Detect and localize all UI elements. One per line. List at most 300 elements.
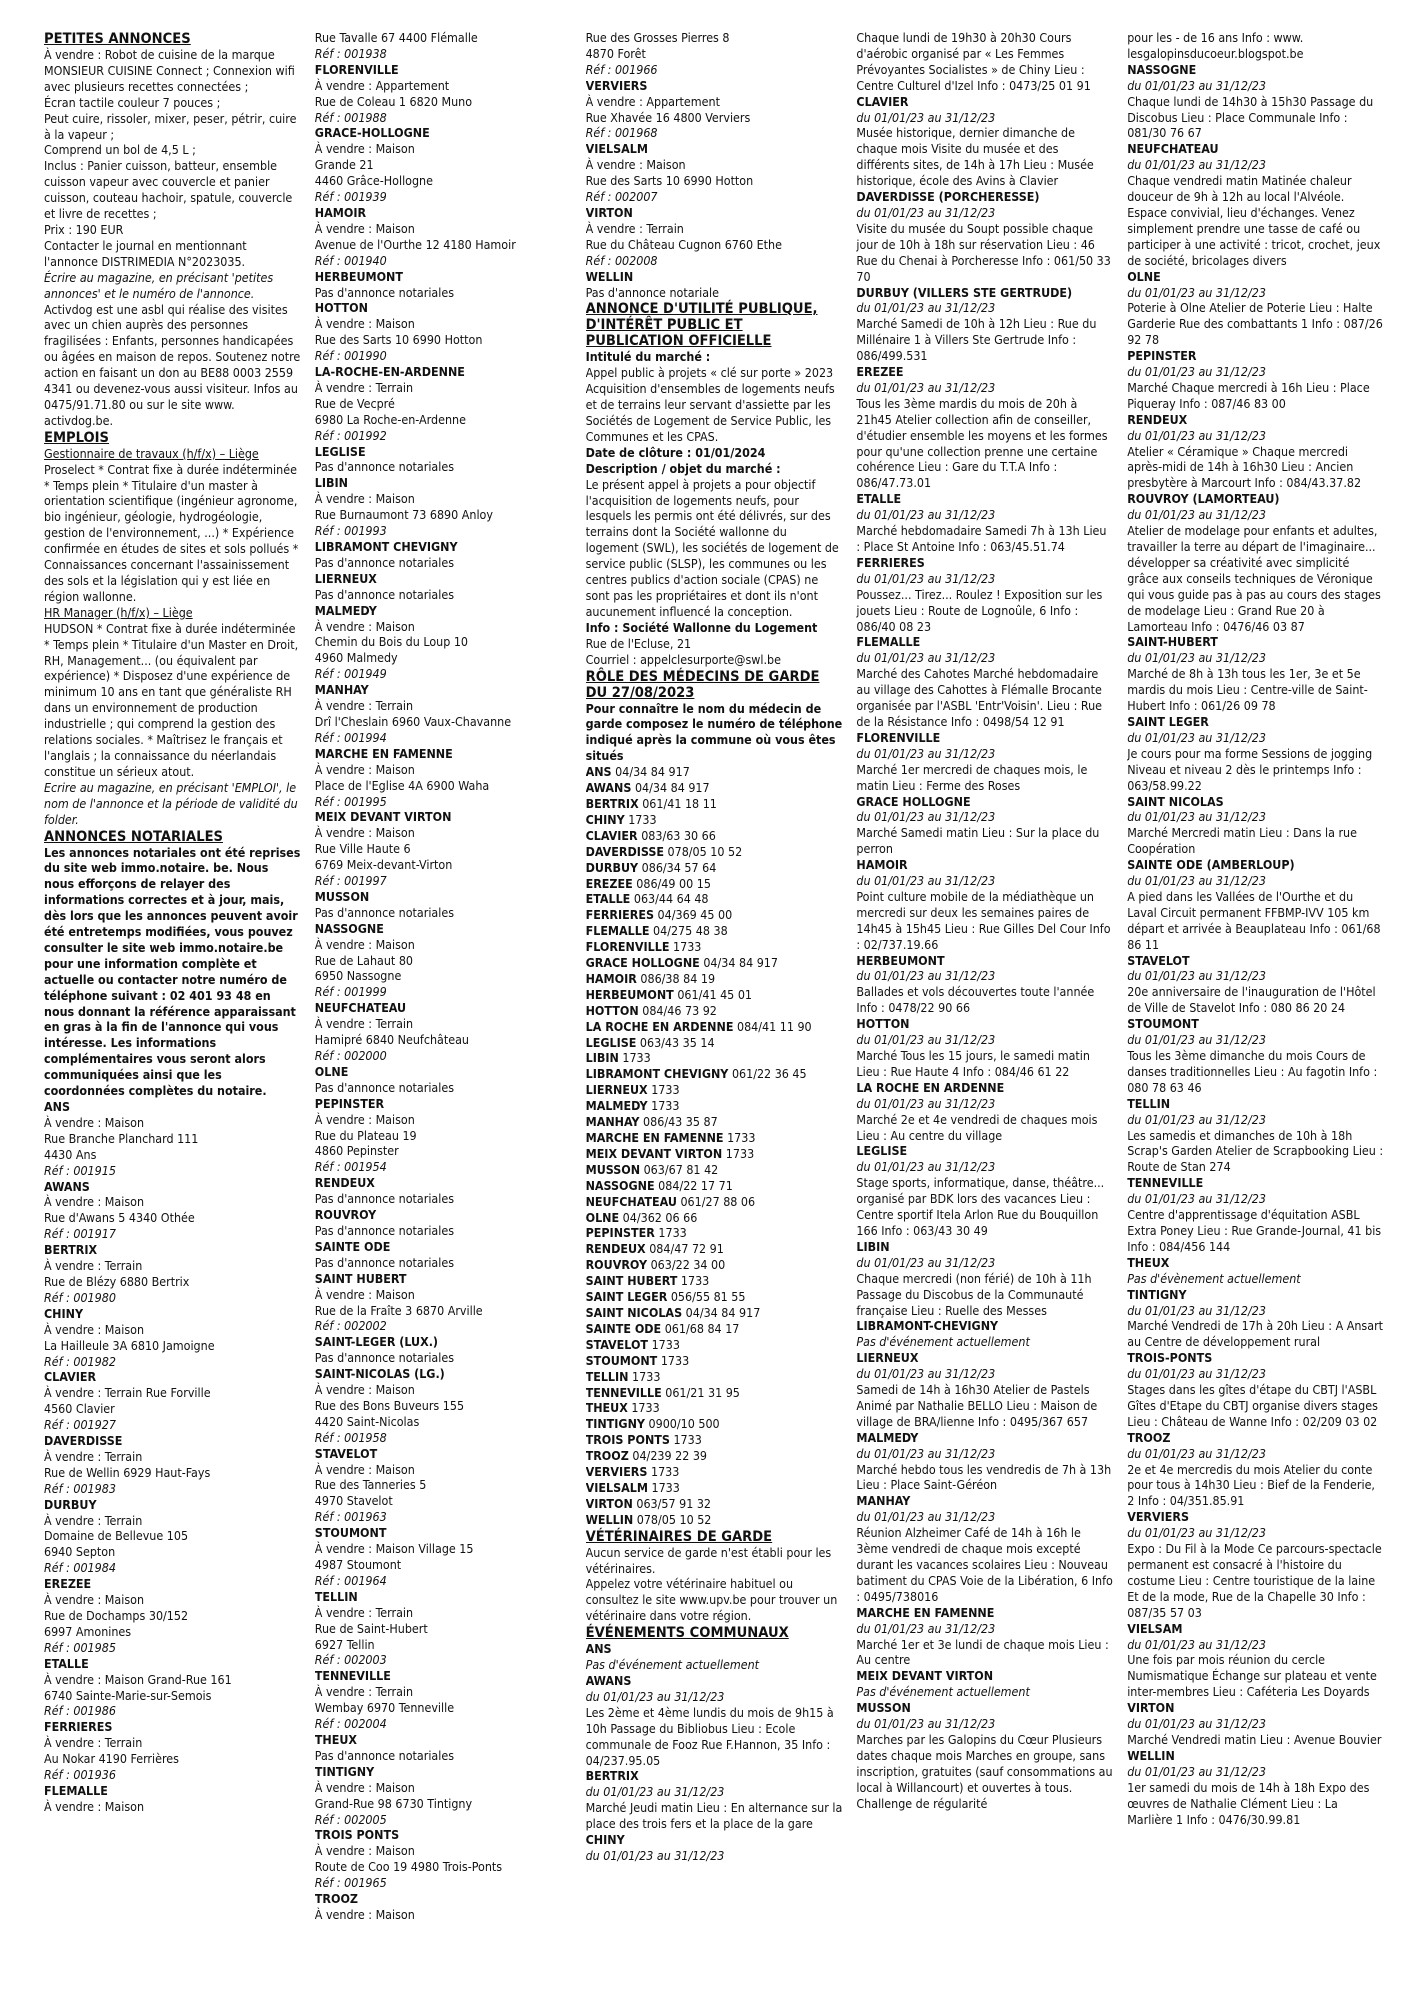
paragraph: Rue Xhavée 16 4800 Verviers [585,109,751,125]
doctor-entry [586,1178,843,1194]
phone-number: 086/34 57 64 [641,859,717,875]
italic-note: du 01/01/23 au 31/12/23 [585,1847,725,1863]
locality-heading: TINTIGNY [1127,1286,1187,1302]
paragraph: À vendre : Maison [44,1194,145,1210]
italic-note: du 01/01/23 au 31/12/23 [856,204,996,220]
commune-name: TROOZ [585,1448,629,1464]
paragraph: À vendre : Terrain [314,1684,414,1700]
paragraph: Rue Burnaumont 73 6890 Anloy [314,507,493,523]
italic-note: du 01/01/23 au 31/12/23 [856,968,996,984]
italic-note: Réf : 001915 [44,1162,116,1178]
paragraph: Pas d'annonce notariales [314,284,455,300]
doctor-entry [586,1241,843,1257]
paragraph: Rue Branche Planchard 111 [44,1130,199,1146]
locality-heading: ROUVROY [314,1207,377,1223]
commune-name: NASSOGNE [585,1177,655,1193]
paragraph: À vendre : Maison [314,1382,415,1398]
italic-note: Réf : 002000 [314,1048,387,1063]
phone-number: 04/34 84 917 [685,1304,761,1320]
doctor-entry [586,860,843,876]
paragraph: 1er samedi du mois de 14h à 18h Expo des œuvres de Nathalie Clément Lieu : La Marlière 1 Info : 0476/30.99.81 [1127,1779,1370,1827]
doctor-entry [586,1353,843,1369]
phone-number: 1733 [660,1352,690,1368]
doctor-entry [586,971,843,987]
doctor-entry [586,907,843,923]
italic-note: du 01/01/23 au 31/12/23 [1127,157,1266,173]
locality-heading: DAVERDISSE [44,1433,123,1449]
paragraph: Place de l'Eglise 4A 6900 Waha [314,777,490,793]
phone-number: 083/63 30 66 [641,827,716,843]
italic-note: du 01/01/23 au 31/12/23 [856,507,996,523]
paragraph: Rue de Saint-Hubert [314,1620,428,1636]
doctor-entry [586,1321,843,1337]
commune-name: LA ROCHE EN ARDENNE [585,1018,734,1034]
doctor-entry [586,1003,843,1019]
doctor-entry [586,1385,843,1401]
doctor-entry [586,1369,843,1385]
paragraph: À vendre : Maison [314,1779,415,1795]
section-heading: EMPLOIS [44,428,110,446]
commune-name: SAINT NICOLAS [585,1304,683,1320]
italic-note: du 01/01/23 au 31/12/23 [856,1366,996,1382]
commune-name: STAVELOT [585,1336,649,1352]
paragraph: Rue de Lahaut 80 [314,952,414,968]
paragraph: Rue de Blézy 6880 Bertrix [44,1273,190,1289]
paragraph: Peut cuire, rissoler, mixer, peser, pétrir, cuire à la vapeur ; [44,110,297,142]
doctor-entry [586,1416,843,1432]
paragraph: Aucun service de garde n'est établi pour les vétérinaires. [585,1544,832,1576]
italic-note: du 01/01/23 au 31/12/23 [856,745,996,761]
doctor-entry [586,1337,843,1353]
locality-heading: TINTIGNY [314,1763,375,1779]
paragraph: Marché de 8h à 13h tous les 1er, 3e et 5e mardis du mois Lieu : Centre-ville de Saint-Hubert Info : 061/26 09 78 [1127,666,1368,714]
paragraph: À vendre : Maison [314,1111,415,1127]
doctor-entry [586,1225,843,1241]
commune-name: ANS [585,764,612,780]
doctor-entry [586,1496,843,1512]
phone-number: 1733 [658,1225,687,1241]
phone-number: 04/369 45 00 [657,907,733,923]
paragraph: 4460 Grâce-Hollogne [314,173,433,189]
italic-note: du 01/01/23 au 31/12/23 [856,1254,996,1270]
italic-note: Écrire au magazine, en précisant 'petites annonces' et le numéro de l'annonce. [44,269,274,301]
paragraph: Réunion Alzheimer Café de 14h à 16h le 3ème vendredi de chaque mois excepté durant les vacances scolaires Lieu : Nouveau batiment du CPAS Voie de la Libération, 6 Info : 0495/738016 [856,1525,1113,1604]
paragraph: Chaque vendredi matin Matinée chaleur douceur de 9h à 12h au local l'Alvéole. Espace convivial, lieu d'échanges. Venez simplement prendre une tasse de café ou participer à une activité : tricot, crochet, jeux de société, bricolages divers [1127,173,1381,268]
locality-heading: FERRIERES [44,1719,113,1735]
locality-heading: FLORENVILLE [856,729,941,745]
commune-name: TENNEVILLE [585,1384,662,1400]
paragraph: Pas d'annonce notariales [314,586,455,602]
paragraph: Pas d'annonce notariales [314,554,455,570]
phone-number: 063/43 35 14 [639,1034,715,1050]
locality-heading: LEGLISE [856,1143,908,1159]
paragraph: Pas d'annonce notariales [314,1747,455,1763]
locality-heading: TENNEVILLE [1127,1175,1204,1191]
italic-note: du 01/01/23 au 31/12/23 [585,1784,725,1800]
phone-number: 1733 [632,1368,661,1384]
paragraph: Prix : 190 EUR [44,221,124,237]
paragraph: Pas d'annonce notariales [314,904,455,920]
italic-note: du 01/01/23 au 31/12/23 [856,1095,996,1111]
paragraph: Marché hebdomadaire Samedi 7h à 13h Lieu : Place St Antoine Info : 063/45.51.74 [856,523,1107,554]
locality-heading: TELLIN [314,1588,358,1604]
italic-note: du 01/01/23 au 31/12/23 [856,379,996,395]
phone-number: 1733 [631,1400,660,1416]
paragraph: Marché 1er et 3e lundi de chaque mois Lieu : Au centre [856,1636,1109,1668]
column-1 [44,30,301,1980]
doctor-entry [586,1114,843,1130]
italic-note: du 01/01/23 au 31/12/23 [1127,650,1266,666]
commune-name: MANHAY [585,1114,640,1130]
paragraph: 4870 Forêt [585,45,646,61]
paragraph: Marché Jeudi matin Lieu : En alternance sur la place des trois fers et la place de la gare [585,1800,843,1832]
phone-number: 063/57 91 32 [636,1495,712,1511]
doctor-entry [586,1194,843,1210]
commune-name: NEUFCHATEAU [585,1193,677,1209]
locality-heading: STAVELOT [314,1445,378,1461]
paragraph: Marché Samedi matin Lieu : Sur la place du perron [856,825,1100,857]
italic-note: du 01/01/23 au 31/12/23 [1127,507,1266,523]
italic-note: Réf : 001939 [314,189,387,205]
paragraph: Marché hebdo tous les vendredis de 7h à 13h Lieu : Place Saint-Géréon [856,1461,1112,1493]
commune-name: HERBEUMONT [585,986,674,1002]
paragraph: Contacter le journal en mentionnant l'annonce DISTRIMEDIA N°2023035. [44,237,247,269]
locality-heading: MUSSON [314,888,370,904]
doctor-entry [586,1432,843,1448]
italic-note: Pas d'évènement actuellement [1127,1270,1301,1286]
paragraph: À vendre : Terrain Rue Forville [44,1385,211,1401]
paragraph: 6740 Sainte-Marie-sur-Semois [44,1687,212,1703]
locality-heading: THEUX [314,1731,357,1747]
locality-heading: MANHAY [856,1493,911,1509]
locality-heading: VERVIERS [1127,1509,1190,1525]
paragraph: Le présent appel à projets a pour objectif l'acquisition de logements neufs, pour lesquels les permis ont été délivrés, sur des terrains dont la Société wallonne du logement (SWL), les sociétés de logement de service public (SLSP), les communes ou les centres publics d'action sociale (CPAS) ne sont pas les propriétaires et dont ils n'ont aucunement influencé la conception. [585,476,839,619]
bold-paragraph: Les annonces notariales ont été reprises du site web immo.notaire. be. Nous nous efforçons de relayer des informations correctes et à jour, mais, dès lors que les annonces peuvent avoir été entretemps modifiées, vous pouvez consulter le site web immo.notaire.be pour une information complète et actuelle ou contacter notre numéro de téléphone suivant : 02 401 93 48 en nous donnant la référence apparaissant en gras à la fin de l'annonce qui vous intéresse. Les informations complémentaires vous seront alors communiquées ainsi que les coordonnées complètes du notaire. [44,844,301,1099]
locality-heading: LIERNEUX [856,1350,919,1366]
doctor-entry [586,1512,843,1528]
paragraph: À vendre : Maison [314,618,415,634]
italic-note: Réf : 002003 [314,1652,387,1668]
doctor-entry [586,987,843,1003]
locality-heading: FERRIERES [856,554,925,570]
phone-number: 1733 [727,1130,756,1145]
locality-heading: HERBEUMONT [314,268,403,284]
doctor-entry [586,1035,843,1051]
paragraph: À vendre : Maison [314,220,415,236]
paragraph: Pas d'annonce notariales [314,1222,455,1238]
paragraph: À vendre : Maison [314,761,415,777]
bold-paragraph: Intitulé du marché : [585,349,711,365]
locality-heading: BERTRIX [585,1768,639,1784]
italic-note: du 01/01/23 au 31/12/23 [1127,873,1266,889]
paragraph: À vendre : Terrain [585,220,684,236]
doctor-entry [586,780,843,796]
locality-heading: LA ROCHE EN ARDENNE [856,1079,1005,1095]
paragraph: À vendre : Maison [314,825,415,841]
commune-name: SAINTE ODE [585,1320,662,1336]
commune-name: DURBUY [585,859,639,875]
commune-name: MEIX DEVANT VIRTON [585,1145,723,1161]
paragraph: Courriel : appelclesurporte@swl.be [585,651,781,667]
doctor-entry [586,812,843,828]
commune-name: CHINY [585,811,625,827]
paragraph: Je cours pour ma forme Sessions de jogging Niveau et niveau 2 dès le printemps Info : 063/58.99.22 [1127,745,1373,793]
doctor-entry [586,1162,843,1178]
italic-note: du 01/01/23 au 31/12/23 [1127,284,1266,300]
paragraph: À vendre : Maison [314,491,415,507]
locality-heading: MANHAY [314,682,369,698]
bold-paragraph: Description / objet du marché : [585,460,781,476]
paragraph: Chaque mercredi (non férié) de 10h à 11h Passage du Discobus de la Communauté française Lieu : Ruelle des Messes [856,1270,1092,1318]
locality-heading: MEIX DEVANT VIRTON [856,1668,994,1684]
commune-name: STOUMONT [585,1352,658,1368]
paragraph: HUDSON * Contrat fixe à durée indéterminée * Temps plein * Titulaire d'un Master en Droit, RH, Management... (ou équivalent par expérience) * Disposez d'une expérience de minimum 10 ans en tant que généraliste RH dans un environnement de production industrielle ; qui comprend la gestion des relations sociales. * Maîtrisez le français et l'anglais ; la connaissance du néerlandais constitue un sérieux atout. [44,620,299,779]
locality-heading: SAINT LEGER [1127,713,1209,729]
paragraph: Marché Mercredi matin Lieu : Dans la rue Coopération [1127,825,1357,857]
section-heading: PETITES ANNONCES [44,30,191,47]
italic-note: Réf : 001985 [44,1639,116,1655]
doctor-entry [586,1464,843,1480]
locality-heading: ETALLE [856,491,902,507]
job-title: Gestionnaire de travaux (h/f/x) – Liège [44,445,259,461]
italic-note: du 01/01/23 au 31/12/23 [856,809,996,825]
paragraph: 6940 Septon [44,1544,116,1560]
paragraph: À vendre : Terrain [44,1448,143,1464]
locality-heading: ANS [585,1641,612,1657]
locality-heading: TROOZ [1127,1429,1171,1445]
paragraph: 20e anniversaire de l'inauguration de l'Hôtel de Ville de Stavelot Info : 080 86 20 24 [1127,984,1376,1016]
doctor-entry [586,844,843,860]
locality-heading: WELLIN [1127,1747,1175,1763]
italic-note: du 01/01/23 au 31/12/23 [856,650,996,666]
phone-number: 1733 [673,1432,702,1448]
locality-heading: SAINTE ODE (AMBERLOUP) [1127,857,1295,873]
phone-number: 04/34 84 917 [615,764,690,780]
commune-name: FERRIERES [585,907,654,923]
section-heading: VÉTÉRINAIRES DE GARDE [585,1527,773,1545]
paragraph: À vendre : Maison [314,936,415,952]
italic-note: Réf : 001999 [314,984,387,1000]
column-4 [856,30,1113,1980]
italic-note: du 01/01/23 au 31/12/23 [1127,1111,1266,1127]
paragraph: 2e et 4e mercredis du mois Atelier du conte pour tous à 14h30 Lieu : Bief de la Fenderie, 2 Info : 04/351.85.91 [1127,1461,1375,1509]
italic-note: du 01/01/23 au 31/12/23 [856,1509,996,1525]
job-title: HR Manager (h/f/x) – Liège [44,604,193,620]
doctor-entry [586,1050,843,1066]
locality-heading: DAVERDISSE (PORCHERESSE) [856,189,1040,205]
italic-note: Réf : 002007 [585,189,658,205]
paragraph: À vendre : Terrain [314,1604,414,1620]
italic-note: du 01/01/23 au 31/12/23 [1127,1302,1266,1318]
paragraph: Marché Vendredi de 17h à 20h Lieu : A Ansart au Centre de développement rural [1127,1318,1384,1350]
locality-heading: MALMEDY [314,602,377,618]
paragraph: Grande 21 [314,157,374,173]
commune-name: TROIS PONTS [585,1432,670,1448]
locality-heading: TROOZ [314,1891,359,1907]
bold-paragraph: Date de clôture : 01/01/2024 [585,444,766,460]
locality-heading: AWANS [44,1178,90,1194]
phone-number: 1733 [651,1336,680,1352]
locality-heading: SAINT NICOLAS [1127,793,1224,809]
phone-number: 04/362 06 66 [622,1209,698,1225]
locality-heading: ROUVROY (LAMORTEAU) [1127,491,1280,507]
locality-heading: FLORENVILLE [314,61,399,77]
phone-number: 061/41 45 01 [677,986,752,1002]
locality-heading: HERBEUMONT [856,952,945,968]
paragraph: À vendre : Maison [314,316,415,332]
paragraph: 4987 Stoumont [314,1557,402,1572]
phone-number: 04/239 22 39 [632,1448,708,1464]
locality-heading: CLAVIER [44,1369,97,1385]
commune-name: GRACE HOLLOGNE [585,955,700,971]
locality-heading: SAINTE ODE [314,1238,391,1254]
locality-heading: LEGLISE [314,443,366,459]
commune-name: LIBIN [585,1050,619,1066]
paragraph: Marché des Cahotes Marché hebdomadaire au village des Cahottes à Flémalle Brocante organisée par l'ASBL 'Entr'Voisin'. Lieu : Rue de la Résistance Info : 0498/54 12 91 [856,666,1103,729]
paragraph: Musée historique, dernier dimanche de chaque mois Visite du musée et des différents sites, de 14h à 17h Lieu : Musée historique, école des Avins à Clavier [856,125,1094,189]
phone-number: 061/27 88 06 [680,1193,756,1209]
paragraph: Les samedis et dimanches de 10h à 18h Scrap's Garden Atelier de Scrapbooking Lieu : Route de Stan 274 [1127,1127,1384,1175]
italic-note: Réf : 001997 [314,873,387,889]
paragraph: Marches par les Galopins du Cœur Plusieurs dates chaque mois Marches en groupe, sans inscription, gratuites (sauf consommations au local à Willancourt) et ouvertes à tous. Challenge de régularité [856,1731,1113,1811]
paragraph: Rue de Dochamps 30/152 [44,1608,189,1623]
paragraph: La Hailleule 3A 6810 Jamoigne [44,1337,215,1353]
locality-heading: TROIS PONTS [314,1827,400,1843]
locality-heading: LIBRAMONT-CHEVIGNY [856,1318,999,1334]
commune-name: ETALLE [585,891,631,907]
italic-note: Réf : 001990 [314,348,387,364]
paragraph: Marché 1er mercredi de chaques mois, le matin Lieu : Ferme des Roses [856,761,1088,793]
locality-heading: MARCHE EN FAMENNE [856,1604,995,1620]
paragraph: Pas d'annonce notariales [314,1191,455,1207]
locality-heading: ETALLE [44,1655,89,1671]
commune-name: CLAVIER [585,827,638,843]
paragraph: Samedi de 14h à 16h30 Atelier de Pastels Animé par Nathalie BELLO Lieu : Maison de village de BRA/lienne Info : 0495/367 657 [856,1382,1098,1429]
locality-heading: RENDEUX [1127,411,1188,427]
commune-name: LEGLISE [585,1034,637,1050]
locality-heading: PEPINSTER [314,1095,385,1111]
locality-heading: NASSOGNE [314,920,384,936]
paragraph: À vendre : Appartement [314,77,450,93]
paragraph: Atelier de modelage pour enfants et adultes, travailler la terre au départ de l'imaginaire... développer sa créativité avec simplicité grâce aux conseils techniques de Véronique qui vous guide pas à pas au cours des stages de modelage Lieu : Grand Rue 20 à Lamorteau Info : 0476/46 03 87 [1127,523,1381,634]
italic-note: du 01/01/23 au 31/12/23 [585,1688,725,1704]
paragraph: 6997 Amonines [44,1623,132,1639]
paragraph: Marché 2e et 4e vendredi de chaques mois Lieu : Au centre du village [856,1111,1098,1143]
paragraph: Marché Vendredi matin Lieu : Avenue Bouvier [1127,1731,1382,1747]
phone-number: 086/38 84 19 [640,970,716,986]
paragraph: À vendre : Robot de cuisine de la marque MONSIEUR CUISINE Connect ; Connexion wifi avec plusieurs recettes connectées ; [44,47,295,94]
italic-note: Réf : 001917 [44,1226,116,1242]
paragraph: À vendre : Maison [44,1592,145,1608]
paragraph: Chemin du Bois du Loup 10 [314,634,469,650]
italic-note: Réf : 001963 [314,1509,387,1525]
paragraph: Rue de l'Ecluse, 21 [585,635,692,651]
locality-heading: NEUFCHATEAU [1127,141,1219,157]
paragraph: Rue de Vecpré [314,395,395,411]
paragraph: À vendre : Maison [314,1906,415,1922]
paragraph: À vendre : Terrain [44,1735,143,1751]
paragraph: Hamipré 6840 Neufchâteau [314,1032,469,1048]
doctor-entry [586,876,843,892]
paragraph: Appelez votre vétérinaire habituel ou consultez le site www.upv.be pour trouver un vétérinaire dans votre région. [585,1576,838,1624]
doctor-entry [586,1082,843,1098]
paragraph: Pas d'annonce notariales [314,459,455,475]
locality-heading: VIRTON [585,204,633,220]
phone-number: 061/22 36 45 [731,1066,807,1082]
section-heading: ÉVÉNEMENTS COMMUNAUX [585,1624,789,1642]
bold-paragraph: Pour connaître le nom du médecin de garde composez le numéro de téléphone indiqué après la commune où vous êtes situés [585,700,843,764]
paragraph: Une fois par mois réunion du cercle Numismatique Échange sur plateau et vente inter-membres Lieu : Caféteria Les Doyards [1127,1652,1377,1700]
paragraph: 6950 Nassogne [314,968,402,984]
doctor-entry [586,1066,843,1082]
paragraph: 6980 La Roche-en-Ardenne [314,411,466,427]
italic-note: du 01/01/23 au 31/12/23 [856,1032,996,1048]
paragraph: Marché Chaque mercredi à 16h Lieu : Place Piqueray Info : 087/46 83 00 [1127,379,1370,411]
phone-number: 04/275 48 38 [653,923,728,939]
locality-heading: FLEMALLE [856,634,921,650]
paragraph: Pas d'annonce notariale [585,284,720,300]
locality-heading: EREZEE [856,364,904,380]
locality-heading: BERTRIX [44,1242,98,1258]
doctor-entry [586,1400,843,1416]
italic-note: Réf : 001940 [314,252,387,268]
locality-heading: TENNEVILLE [314,1668,391,1684]
commune-name: TELLIN [585,1368,629,1384]
paragraph: Les 2ème et 4ème lundis du mois de 9h15 à 10h Passage du Bibliobus Lieu : Ecole communale de Fooz Rue F.Hannon, 35 Info : 04/237.95.05 [585,1704,834,1768]
paragraph: Atelier « Céramique » Chaque mercredi après-midi de 14h à 16h30 Lieu : Ancien presbytère à Marcourt Info : 084/43.37.82 [1127,443,1362,491]
phone-number: 04/34 84 917 [703,955,778,971]
italic-note: du 01/01/23 au 31/12/23 [856,109,996,125]
locality-heading: STAVELOT [1127,952,1190,968]
locality-heading: MEIX DEVANT VIRTON [314,809,452,825]
paragraph: pour les - de 16 ans Info : www. lesgalopinsducoeur.blogspot.be [1127,30,1304,61]
locality-heading: PEPINSTER [1127,348,1197,364]
commune-name: ROUVROY [585,1257,648,1273]
doctor-entry [586,1305,843,1321]
phone-number: 063/67 81 42 [643,1161,719,1177]
commune-name: LIBRAMONT CHEVIGNY [585,1066,729,1082]
paragraph: Rue du Château Cugnon 6760 Ethe [585,236,782,252]
commune-name: RENDEUX [585,1241,646,1257]
locality-heading: FLEMALLE [44,1782,108,1798]
doctor-entry [586,1273,843,1289]
italic-note: Réf : 001958 [314,1429,387,1445]
doctor-entry [586,923,843,939]
italic-note: Réf : 001984 [44,1560,116,1576]
section-heading: ANNONCES NOTARIALES [44,827,223,845]
locality-heading: SAINT-NICOLAS (LG.) [314,1366,445,1382]
italic-note: du 01/01/23 au 31/12/23 [856,1159,996,1175]
italic-note: du 01/01/23 au 31/12/23 [1127,1763,1266,1779]
paragraph: Wembay 6970 Tenneville [314,1700,455,1716]
italic-note: du 01/01/23 au 31/12/23 [1127,1191,1266,1207]
italic-note: Réf : 001968 [585,125,658,141]
locality-heading: GRACE-HOLLOGNE [314,125,430,141]
locality-heading: THEUX [1127,1254,1170,1270]
paragraph: Stages dans les gîtes d'étape du CBTJ l'ASBL Gîtes d'Etape du CBTJ organise divers stages Lieu : Château de Wanne Info : 02/209 03 02 [1127,1382,1378,1429]
commune-name: HAMOIR [585,970,637,986]
paragraph: Rue des Tanneries 5 [314,1477,427,1493]
locality-heading: TROIS-PONTS [1127,1350,1213,1366]
paragraph: Rue Tavalle 67 4400 Flémalle [314,30,478,45]
paragraph: À vendre : Maison [314,1286,415,1302]
italic-note: Réf : 001949 [314,666,387,682]
commune-name: VIELSALM [585,1479,648,1495]
paragraph: À vendre : Maison [314,1461,415,1477]
italic-note: du 01/01/23 au 31/12/23 [1127,1445,1266,1461]
paragraph: Rue du Plateau 19 [314,1127,417,1143]
doctor-entry [586,828,843,844]
